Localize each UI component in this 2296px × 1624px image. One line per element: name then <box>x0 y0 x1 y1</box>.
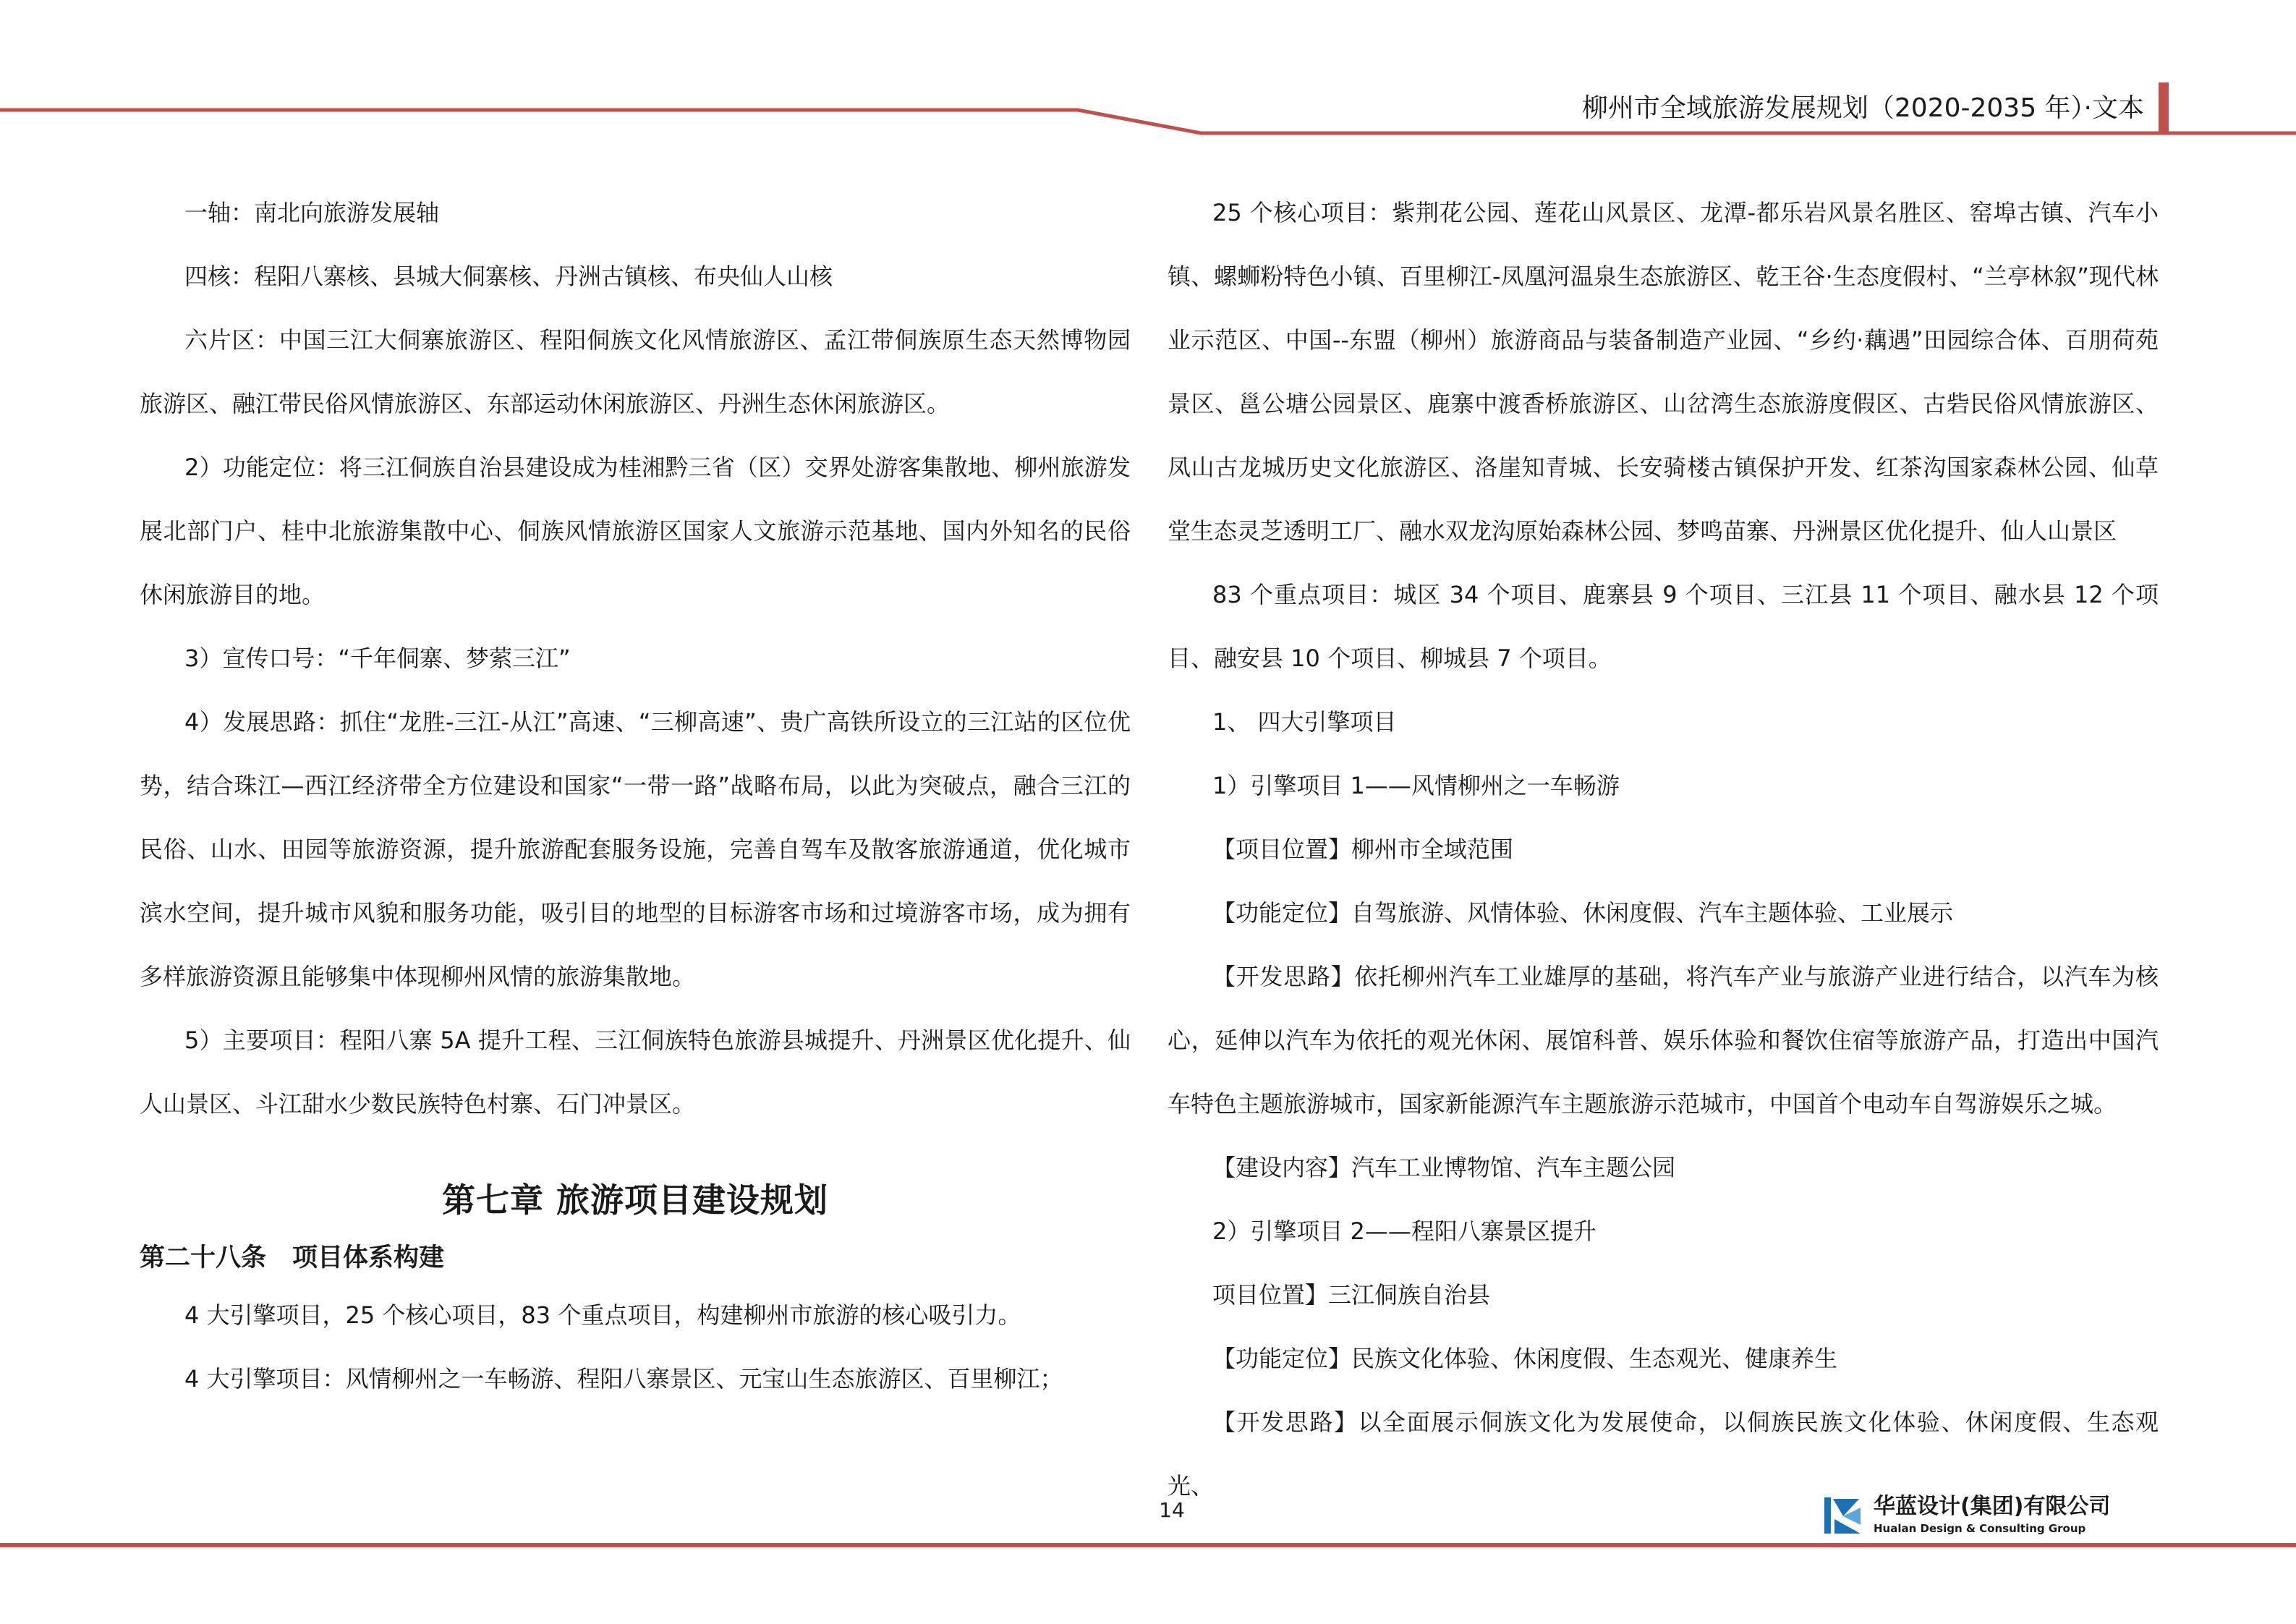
paragraph: 1）引擎项目 1——风情柳州之一车畅游 <box>1212 772 1620 799</box>
paragraph: 项目位置】三江侗族自治县 <box>1212 1281 1491 1309</box>
company-logo <box>1821 1495 2111 1538</box>
article-number: 第二十八条 <box>140 1243 267 1272</box>
paragraph: 【开发思路】以全面展示侗族文化为发展使命，以侗族民族文化体验、休闲度假、生态观光、 <box>1168 1408 2159 1500</box>
chapter-heading: 第七章 旅游项目建设规划 <box>441 1181 828 1220</box>
paragraph: 1、 四大引擎项目 <box>1212 708 1397 736</box>
document-title: 柳州市全域旅游发展规划（2020-2035 年）·文本 <box>1581 93 2144 123</box>
paragraph: 【功能定位】民族文化体验、休闲度假、生态观光、健康养生 <box>1212 1345 1838 1372</box>
right-column <box>1168 181 2159 1518</box>
paragraph: 【功能定位】自驾旅游、风情体验、休闲度假、汽车主题体验、工业展示 <box>1212 899 1954 927</box>
article-title: 项目体系构建 <box>292 1243 445 1272</box>
paragraph: 2）功能定位：将三江侗族自治县建设成为桂湘黔三省（区）交界处游客集散地、柳州旅游发展北部门户、桂中北旅游集散中心、侗族风情旅游区国家人文旅游示范基地、国内外知名的民俗休闲旅游目的地。 <box>140 454 1131 608</box>
paragraph: 4 大引擎项目：风情柳州之一车畅游、程阳八寨景区、元宝山生态旅游区、百里柳江； <box>184 1365 1063 1393</box>
paragraph: 【开发思路】依托柳州汽车工业雄厚的基础，将汽车产业与旅游产业进行结合，以汽车为核心，延伸以汽车为依托的观光休闲、展馆科普、娱乐体验和餐饮住宿等旅游产品，打造出中国汽车特色主题旅游城市，国家新能源汽车主题旅游示范城市，中国首个电动车自驾游娱乐之城。 <box>1168 963 2159 1118</box>
article-heading <box>140 1233 1131 1283</box>
paragraph: 4）发展思路：抓住“龙胜-三江-从江”高速、“三柳高速”、贵广高铁所设立的三江站的区位优势，结合珠江—西江经济带全方位建设和国家“一带一路”战略布局，以此为突破点，融合三江的民俗、山水、田园等旅游资源，提升旅游配套服务设施，完善自驾车及散客旅游通道，优化城市滨水空间，提升城市风貌和服务功能，吸引目的地型的目标游客市场和过境游客市场，成为拥有多样旅游资源且能够集中体现柳州风情的旅游集散地。 <box>140 708 1131 990</box>
paragraph: 四核：程阳八寨核、县城大侗寨核、丹洲古镇核、布央仙人山核 <box>184 263 833 290</box>
left-column <box>140 181 1131 1411</box>
paragraph: 3）宣传口号：“千年侗寨、梦萦三江” <box>184 645 571 672</box>
company-name-en: Hualan Design & Consulting Group <box>1874 1522 2086 1535</box>
header-accent-bar <box>2159 82 2169 132</box>
paragraph: 5）主要项目：程阳八寨 5A 提升工程、三江侗族特色旅游县城提升、丹洲景区优化提升、仙人山景区、斗江甜水少数民族特色村寨、石门冲景区。 <box>140 1026 1131 1118</box>
footer-line <box>0 1543 2296 1547</box>
page-number: 14 <box>1159 1498 1185 1522</box>
paragraph: 83 个重点项目：城区 34 个项目、鹿寨县 9 个项目、三江县 11 个项目、融水县 12 个项目、融安县 10 个项目、柳城县 7 个项目。 <box>1168 581 2159 672</box>
hualan-logo-icon <box>1821 1495 1863 1536</box>
paragraph: 六片区：中国三江大侗寨旅游区、程阳侗族文化风情旅游区、孟江带侗族原生态天然博物园旅游区、融江带民俗风情旅游区、东部运动休闲旅游区、丹洲生态休闲旅游区。 <box>140 326 1131 417</box>
paragraph: 25 个核心项目：紫荆花公园、莲花山风景区、龙潭-都乐岩风景名胜区、窑埠古镇、汽车小镇、螺蛳粉特色小镇、百里柳江-凤凰河温泉生态旅游区、乾王谷·生态度假村、“兰亭林叙”现代林业示范区、中国--东盟（柳州）旅游商品与装备制造产业园、“乡约·藕遇”田园综合体、百朋荷苑景区、邕公塘公园景区、鹿寨中渡香桥旅游区、山岔湾生态旅游度假区、古砦民俗风情旅游区、凤山古龙城历史文化旅游区、洛崖知青城、长安骑楼古镇保护开发、红茶沟国家森林公园、仙草堂生态灵芝透明工厂、融水双龙沟原始森林公园、梦鸣苗寨、丹洲景区优化提升、仙人山景区 <box>1168 199 2159 545</box>
company-name-cn: 华蓝设计(集团)有限公司 <box>1874 1494 2111 1519</box>
paragraph: 4 大引擎项目，25 个核心项目，83 个重点项目，构建柳州市旅游的核心吸引力。 <box>184 1301 1021 1329</box>
paragraph: 【建设内容】汽车工业博物馆、汽车主题公园 <box>1212 1154 1676 1181</box>
paragraph: 2）引擎项目 2——程阳八寨景区提升 <box>1212 1217 1596 1245</box>
paragraph: 一轴：南北向旅游发展轴 <box>184 199 440 226</box>
paragraph: 【项目位置】柳州市全域范围 <box>1212 836 1514 863</box>
